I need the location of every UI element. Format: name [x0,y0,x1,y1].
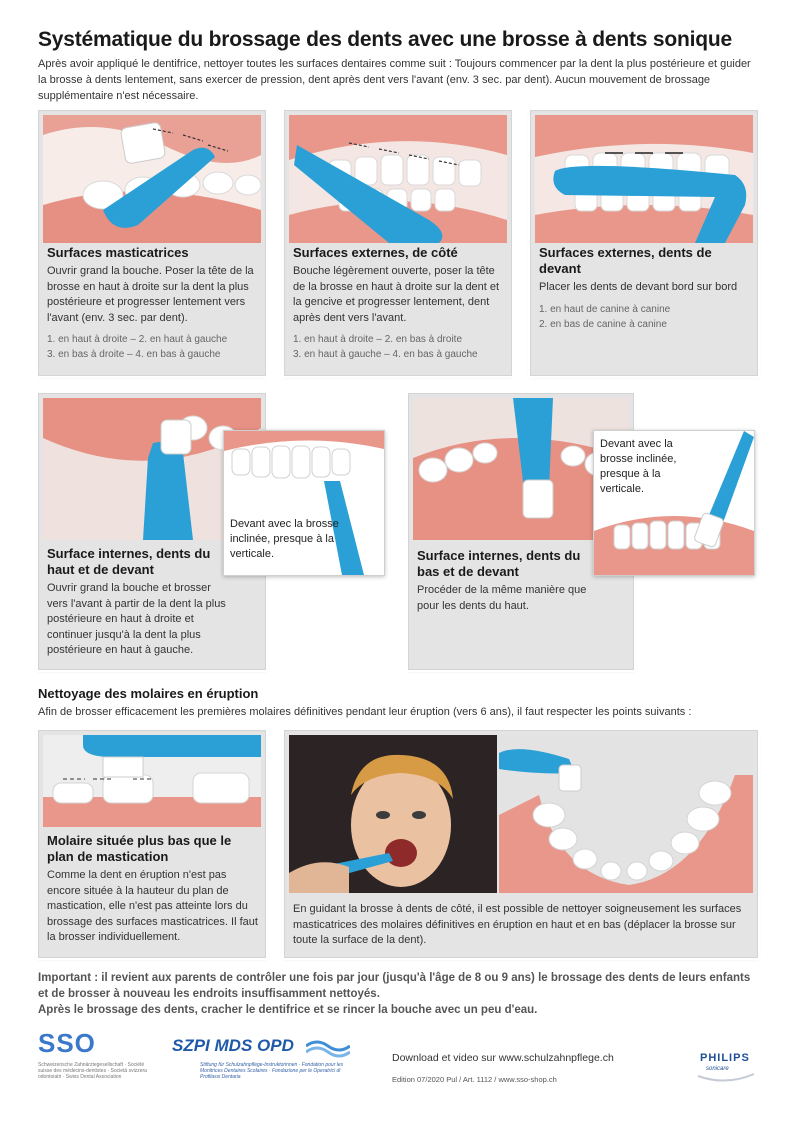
important-line-2: Après le brossage des dents, cracher le dentifrice et se rincer la bouche avec un peu d'eau. [38,1004,538,1016]
sonicare-swoosh-icon [696,1072,756,1084]
photo-child-brushing [289,735,497,893]
inset-note: Devant avec la brosse inclinée, presque à la verticale. [600,438,677,495]
card-title: Surface internes, dents du haut et de devant [47,546,211,577]
inset-inner-lower [593,430,755,576]
card-list-item: 3. en haut à gauche – 4. en bas à gauche [293,349,478,360]
card-body: Ouvrir grand la bouche et brosser vers l'avant à partir de la dent la plus postérieure en haut à droite et continuer jusqu'à la dent la plus postérieure en haut à gauche. [47,582,226,656]
card-body: Bouche légèrement ouverte, poser la tête de la brosse en haut à droite sur la dent et la gencive et progresser lentement, dent après dent vers l'avant. [293,265,500,324]
card-list-item: 2. en bas de canine à canine [539,318,667,330]
card-inner-lower-surfaces [408,393,677,670]
download-link[interactable]: Download et video sur www.schulzahnpflege.ch [392,1052,614,1064]
sso-logo-subtitle: Schweizerische Zahnärztegesellschaft · Société suisse des médecins-dentistes · Società svizzera odontoiatri · Swiss Dental Association [38,1062,147,1080]
illustration-outer-front-surfaces [535,115,753,243]
philips-logo: PHILIPS [700,1052,750,1064]
card-body: Comme la dent en éruption n'est pas encore située à la hauteur du plan de mastication, elle n'est pas atteinte lors du brossage des surfaces masticatrices. Il faut la brosser individuellement. [47,869,258,943]
section-intro: Afin de brosser efficacement les premières molaires définitives pendant leur éruption (vers 6 ans), il faut respecter les points suivants : [38,706,692,718]
card-title: Surfaces externes, dents de devant [539,245,712,276]
szpi-wave-icon [306,1038,350,1058]
card-erupting-molar [38,730,266,958]
inset-note: Devant avec la brosse inclinée, presque à la verticale. [230,518,339,560]
edition-info: Edition 07/2020 Pul / Art. 1112 / www.sso-shop.ch [392,1075,557,1084]
card-list-item: 1. en haut de canine à canine [539,303,671,315]
illustration-outer-side-surfaces [289,115,507,243]
card-side-brushing [284,730,758,958]
inset-inner-upper [223,430,385,576]
important-note [38,970,760,1018]
illustration-chewing-surfaces [43,115,261,243]
card-list-item: 1. en haut à droite – 2. en bas à droite [293,334,463,345]
card-title: Surface internes, dents du bas et de devant [417,548,581,579]
card-body: Placer les dents de devant bord sur bord [539,281,738,293]
card-body: Procéder de la même manière que pour les dents du haut. [417,584,587,612]
szpi-logo: SZPI MDS OPD [172,1036,294,1055]
card-title: Molaire située plus bas que le plan de mastication [47,833,232,864]
card-outer-side-surfaces [284,110,512,376]
card-inner-upper-surfaces [38,393,339,670]
card-list-item: 1. en haut à droite – 2. en haut à gauche [47,334,228,345]
card-body: En guidant la brosse à dents de côté, il est possible de nettoyer soigneusement les surfaces masticatrices des molaires définitives en éruption en haut et en bas (déplacer la brosse sur toute la surface de la dent). [293,903,742,946]
section-heading: Nettoyage des molaires en éruption [38,686,259,701]
sso-logo: SSO [38,1028,96,1058]
page-title: Systématique du brossage des dents avec une brosse à dents sonique [38,28,733,51]
illustration-erupting-molar [43,735,261,827]
intro-text: Après avoir appliqué le dentifrice, nettoyer toutes les surfaces dentaires comme suit : Toujours commencer par la dent la plus postérieure et guider la brosse à dents lentement, sans exercer de pression, dent après dent vers l'avant (env. 3 sec. par dent). Aucun mouvement de brossage supplémentaire n'est nécessaire. [38,58,751,102]
szpi-logo-subtitle: Stiftung für Schulzahnpflege-Instruktorinnen · Fondation pour les Monitrices Dentaires Scolaires · Fondazione per le Operatrici di Profilassi Dentaria [200,1062,344,1080]
card-title: Surfaces externes, de côté [293,245,458,260]
card-list-item: 3. en bas à droite – 4. en bas à gauche [47,349,221,360]
card-outer-front-surfaces [530,110,758,376]
sonicare-logo: sonicare [706,1066,729,1072]
card-chewing-surfaces [38,110,266,376]
important-line-1: Important : il revient aux parents de contrôler une fois par jour (jusqu'à l'âge de 8 ou 9 ans) le brossage des dents de leurs enfants et de brosser à nouveau les endroits insuffisamment nettoyés. [38,972,751,1000]
card-title: Surfaces masticatrices [47,245,189,260]
illustration-lower-jaw [499,735,753,893]
card-body: Ouvrir grand la bouche. Poser la tête de la brosse en haut à droite sur la dent la plus postérieure et progresser lentement vers l'avant (env. 3 sec. par dent). [47,265,254,324]
